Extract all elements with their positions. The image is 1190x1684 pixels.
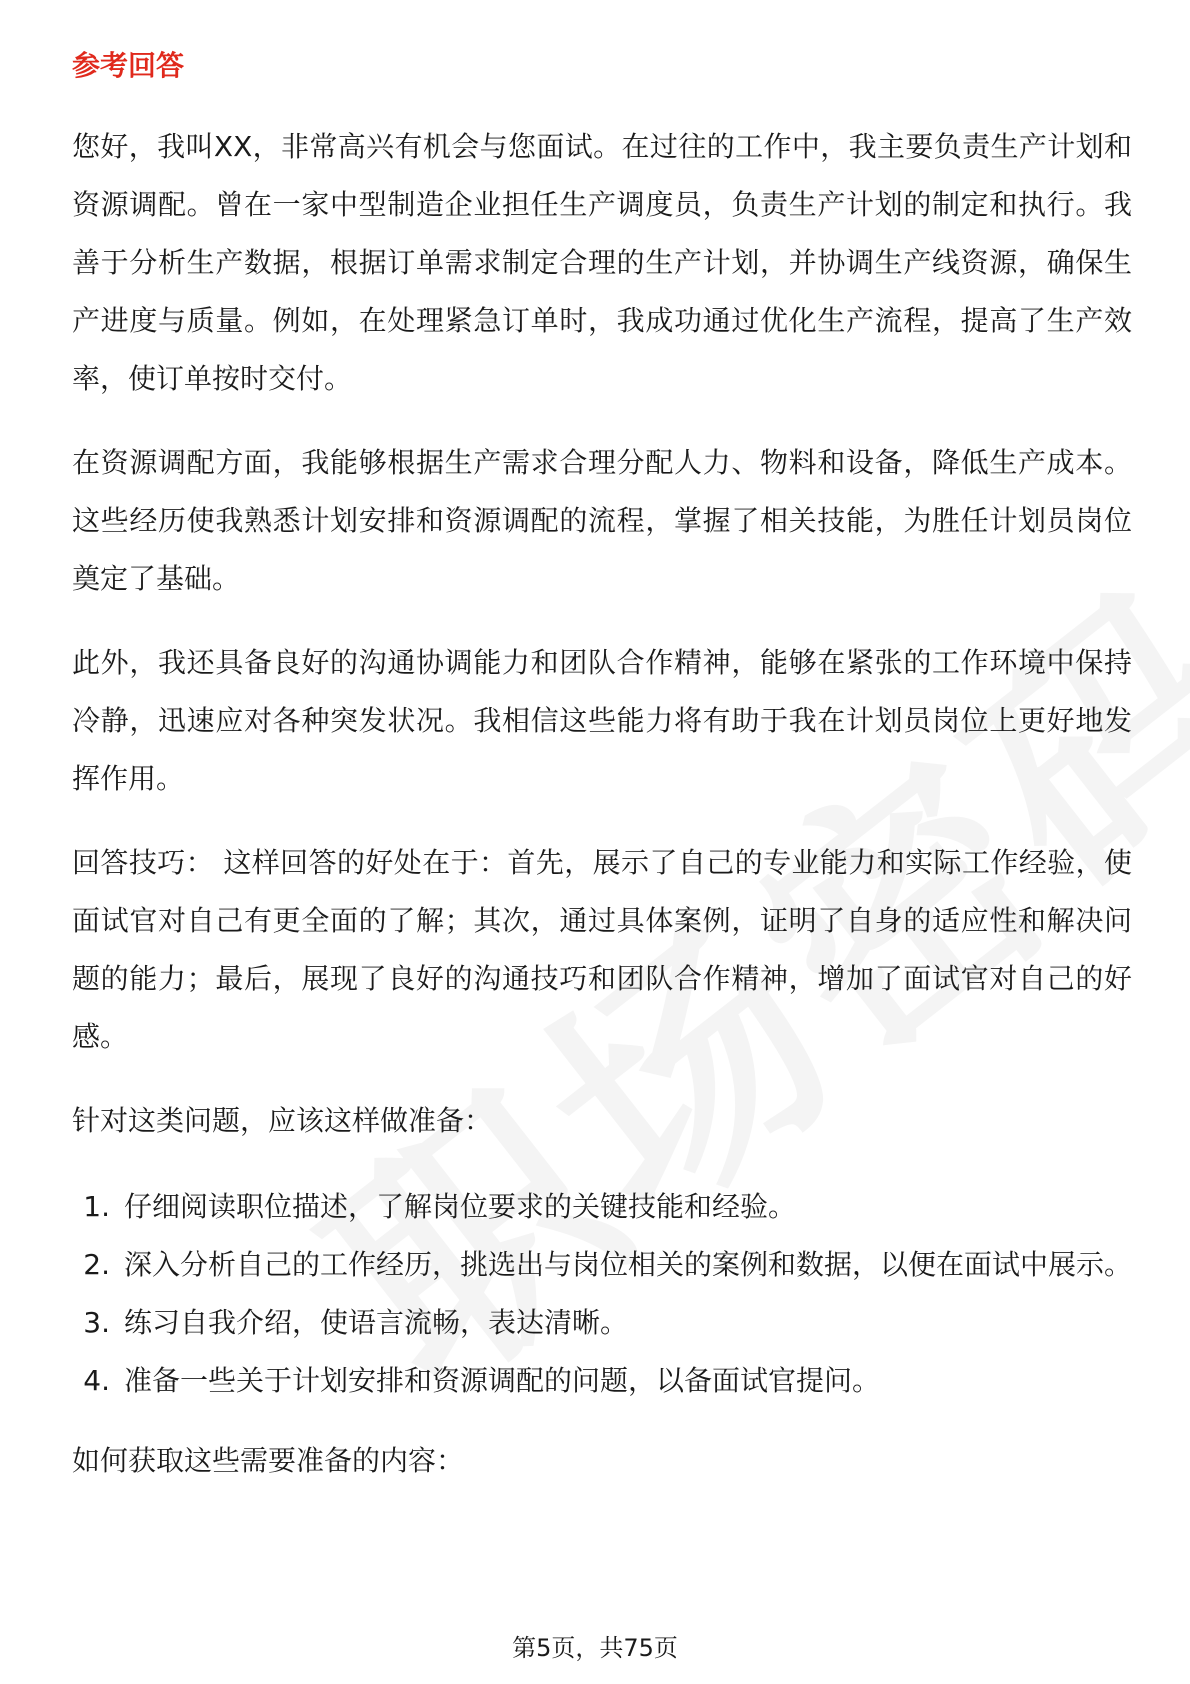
section-title: 参考回答 <box>72 49 185 82</box>
page-number-footer: 第5页，共75页 <box>512 1634 678 1662</box>
list-item <box>72 1294 1132 1352</box>
list-item <box>72 1352 1132 1410</box>
answer-paragraph-3: 此外，我还具备良好的沟通协调能力和团队合作精神，能够在紧张的工作环境中保持冷静，迅速应对各种突发状况。我相信这些能力将有助于我在计划员岗位上更好地发挥作用。 <box>72 646 1132 795</box>
list-item <box>72 1178 1132 1236</box>
closing-line: 如何获取这些需要准备的内容： <box>72 1444 465 1477</box>
answer-tips-paragraph: 回答技巧： 这样回答的好处在于：首先，展示了自己的专业能力和实际工作经验，使面试官对自己有更全面的了解；其次，通过具体案例，证明了自身的适应性和解决问题的能力；最后，展现了良好的沟通技巧和团队合作精神，增加了面试官对自己的好感。 <box>72 846 1132 1053</box>
page-content <box>72 46 1132 1516</box>
list-item-text: 准备一些关于计划安排和资源调配的问题，以备面试官提问。 <box>124 1364 881 1397</box>
list-item-number: 3. <box>83 1306 110 1339</box>
answer-paragraph-2: 在资源调配方面，我能够根据生产需求合理分配人力、物料和设备，降低生产成本。这些经历使我熟悉计划安排和资源调配的流程，掌握了相关技能，为胜任计划员岗位奠定了基础。 <box>72 446 1132 595</box>
preparation-list <box>72 1178 1132 1410</box>
list-item-number: 4. <box>83 1364 110 1397</box>
list-item-text: 练习自我介绍，使语言流畅，表达清晰。 <box>124 1306 629 1339</box>
preparation-intro: 针对这类问题，应该这样做准备： <box>72 1104 493 1137</box>
list-item-number: 1. <box>83 1190 110 1223</box>
list-item-text: 深入分析自己的工作经历，挑选出与岗位相关的案例和数据，以便在面试中展示。 <box>124 1248 1133 1281</box>
list-item <box>72 1236 1132 1294</box>
list-item-text: 仔细阅读职位描述，了解岗位要求的关键技能和经验。 <box>124 1190 797 1223</box>
answer-paragraph-1: 您好，我叫XX，非常高兴有机会与您面试。在过往的工作中，我主要负责生产计划和资源调配。曾在一家中型制造企业担任生产调度员，负责生产计划的制定和执行。我善于分析生产数据，根据订单需求制定合理的生产计划，并协调生产线资源，确保生产进度与质量。例如，在处理紧急订单时，我成功通过优化生产流程，提高了生产效率，使订单按时交付。 <box>72 130 1132 395</box>
list-item-number: 2. <box>83 1248 110 1281</box>
